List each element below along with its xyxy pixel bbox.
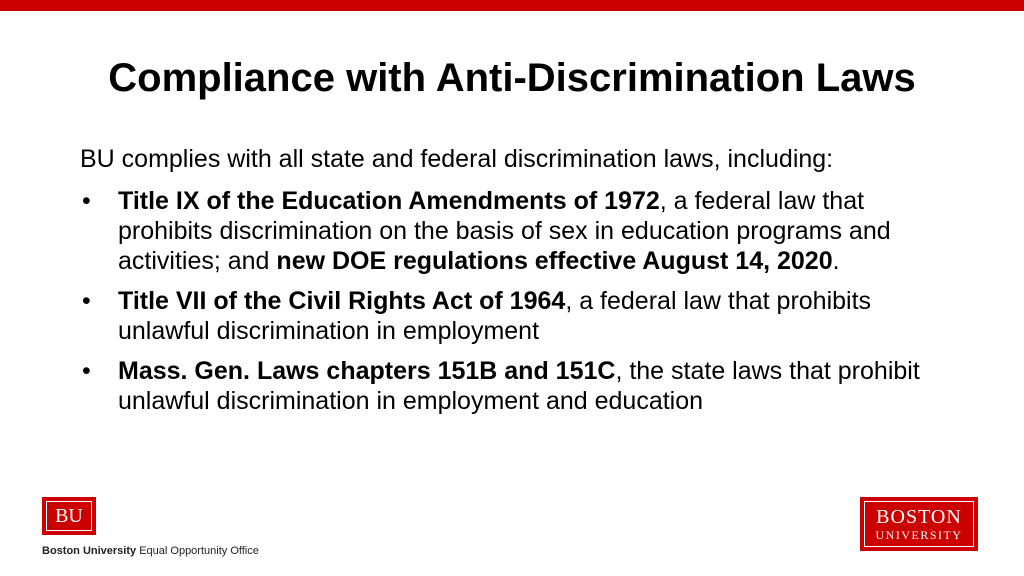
intro-text: BU complies with all state and federal discrimination laws, including: [80,145,834,173]
bullet-icon: • [82,187,91,215]
wordmark-line-2: UNIVERSITY [875,527,963,542]
footer-office-label [42,545,259,557]
law-description-end: . [832,247,840,275]
list-item [80,186,960,276]
law-description: , the state laws that prohibit unlawful discrimination in employment and education [118,357,920,415]
law-list [80,186,960,416]
regulation-note: new DOE regulations effective August 14, 2020 [276,247,833,275]
law-description: , a federal law that prohibits unlawful discrimination in employment [118,287,872,345]
bullet-icon: • [82,357,91,385]
bu-logo-text: BU [46,501,92,531]
slide-title: Compliance with Anti-Discrimination Laws [108,56,916,100]
law-title: Title IX of the Education Amendments of 1972 [118,187,660,215]
law-title: Mass. Gen. Laws chapters 151B and 151C [118,357,616,385]
office-name: Equal Opportunity Office [139,545,259,557]
slide-body [80,144,960,426]
wordmark-line-1: BOSTON [876,505,962,528]
top-accent-bar [0,0,1024,11]
bullet-icon: • [82,287,91,315]
bu-logo [42,497,96,535]
list-item [80,356,960,416]
law-title: Title VII of the Civil Rights Act of 1964 [118,287,566,315]
boston-university-wordmark [860,497,978,551]
list-item [80,286,960,346]
org-name: Boston University [42,545,137,557]
law-description: , a federal law that prohibits discrimination on the basis of sex in education programs and activities; and [118,187,891,275]
